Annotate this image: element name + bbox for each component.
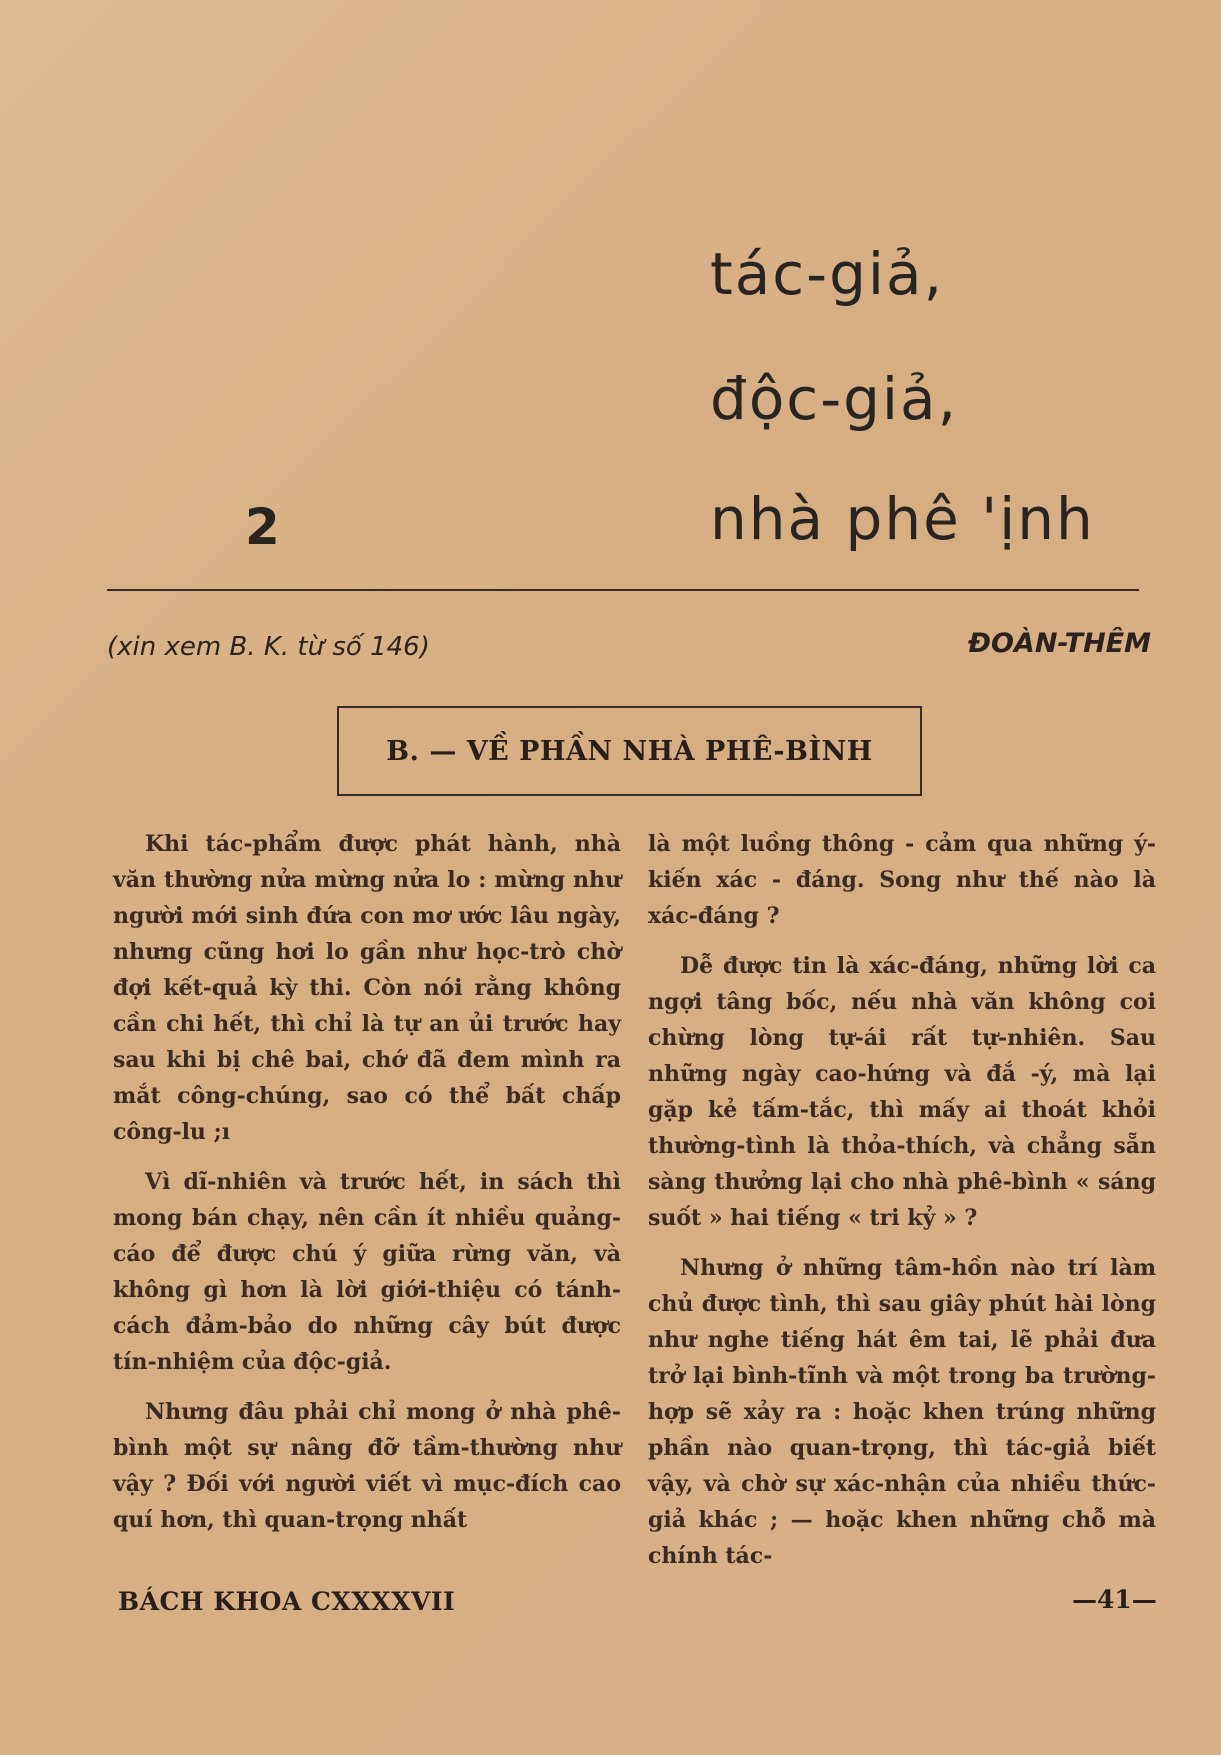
header-divider: [107, 589, 1139, 591]
series-reference: (xin xem B. K. từ số 146): [107, 632, 430, 662]
paragraph: Nhưng ở những tâm-hồn nào trí làm chủ được tình, thì sau giây phút hài lòng như nghe tiếng hát êm tai, lẽ phải đưa trở lại bình-tĩnh và một trong ba trường-hợp sẽ xảy ra : hoặc khen trúng những phần nào quan-trọng, thì tác-giả biết vậy, và chờ sự xác-nhận của nhiều thức-giả khác ; — hoặc khen những chỗ mà chính tác-: [648, 1255, 1156, 1569]
paragraph: Vì dĩ-nhiên và trước hết, in sách thì mong bán chạy, nên cần ít nhiều quảng-cáo để được chú ý giữa rừng văn, và không gì hơn là lời giới-thiệu có tánh-cách đảm-bảo do những cây bút được tín-nhiệm của độc-giả.: [113, 1169, 621, 1375]
paragraph: là một luồng thông - cảm qua những ý-kiến xác - đáng. Song như thế nào là xác-đáng ?: [648, 831, 1156, 929]
text-column-right: [648, 826, 1156, 1588]
part-number: 2: [245, 498, 280, 556]
author-name: ĐOÀN-THÊM: [968, 628, 1151, 659]
section-heading: B. — VỀ PHẦN NHÀ PHÊ-BÌNH: [386, 735, 873, 767]
page-number: —41—: [1072, 1585, 1157, 1614]
journal-footer: BÁCH KHOA CXXXXVII: [118, 1587, 456, 1616]
paragraph: Dễ được tin là xác-đáng, những lời ca ngợi tâng bốc, nếu nhà văn không coi chừng lòng tự-ái rất tự-nhiên. Sau những ngày cao-hứng và đắ -ý, mà lại gặp kẻ tấm-tắc, thì mấy ai thoát khỏi thường-tình là thỏa-thích, và chẳng sẵn sàng thưởng lại cho nhà phê-bình « sáng suốt » hai tiếng « tri kỷ » ?: [648, 953, 1156, 1231]
article-title-line-3: nhà phê 'ịnh: [710, 485, 1095, 553]
article-title-line-1: tác-giả,: [710, 240, 945, 308]
text-column-left: [113, 826, 621, 1552]
paragraph: Nhưng đâu phải chỉ mong ở nhà phê-bình một sự nâng đỡ tầm-thường như vậy ? Đối với người viết vì mục-đích cao quí hơn, thì quan-trọng nhất: [113, 1399, 621, 1533]
paragraph: Khi tác-phẩm được phát hành, nhà văn thường nửa mừng nửa lo : mừng như người mới sinh đứa con mơ ước lâu ngày, nhưng cũng hơi lo gần như học-trò chờ đợi kết-quả kỳ thi. Còn nói rằng không cần chi hết, thì chỉ là tự an ủi trước hay sau khi bị chê bai, chớ đã đem mình ra mắt công-chúng, sao có thể bất chấp công-lu ;ı: [113, 831, 621, 1145]
section-heading-box: [337, 706, 922, 796]
article-title-line-2: độc-giả,: [710, 365, 959, 433]
